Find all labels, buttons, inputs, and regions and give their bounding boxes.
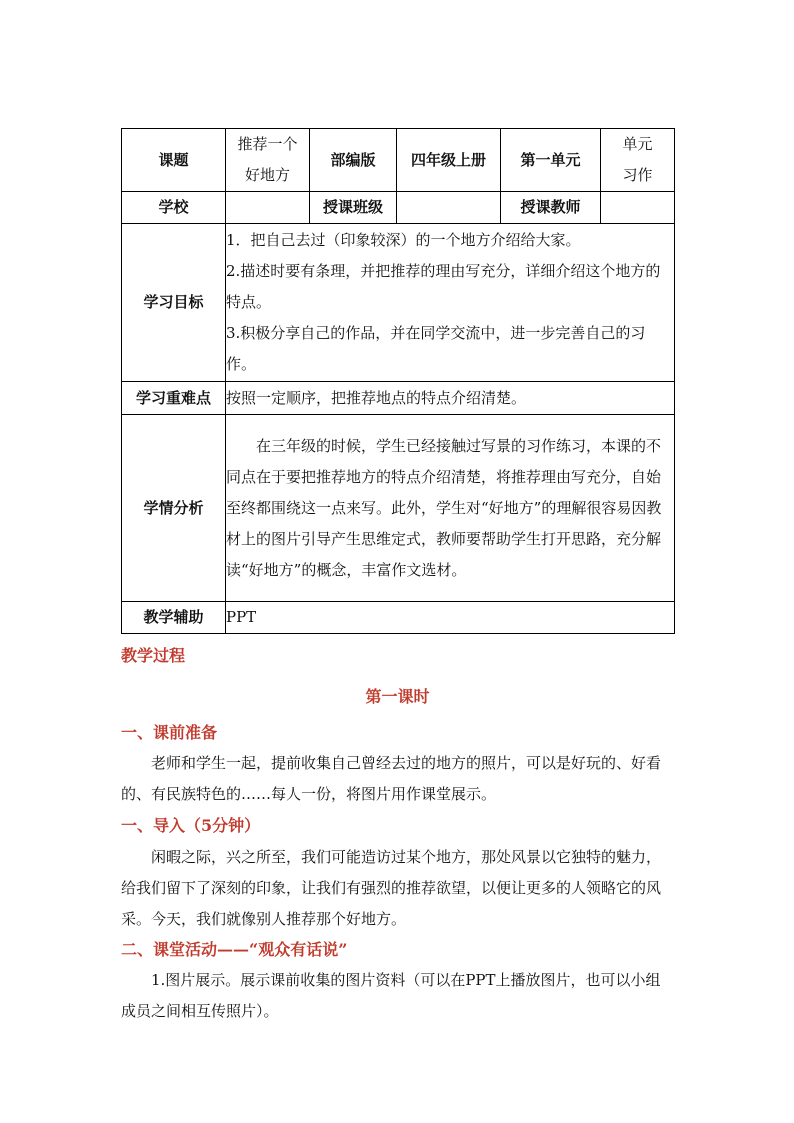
analysis-content — [226, 415, 675, 602]
class-value — [397, 192, 501, 224]
goals-content — [226, 224, 675, 382]
lesson-title: 第一课时 — [365, 687, 430, 706]
goal-item: 2.描述时要有条理，并把推荐的理由写充分，详细介绍这个地方的特点。 — [226, 262, 661, 311]
goals-label: 学习目标 — [122, 224, 226, 382]
table-row — [122, 224, 675, 382]
teacher-label: 授课教师 — [501, 192, 601, 224]
lesson-type-line-1: 单元 — [622, 135, 653, 153]
section-text: 1.图片展示。展示课前收集的图片资料（可以在PPT上播放图片，也可以小组成员之间相互传照片）。 — [121, 971, 661, 1020]
unit-value: 第一单元 — [501, 129, 601, 192]
teacher-value — [601, 192, 675, 224]
school-label: 学校 — [122, 192, 226, 224]
table-row — [122, 602, 675, 634]
section-text: 闲暇之际，兴之所至，我们可能造访过某个地方，那处风景以它独特的魅力，给我们留下了深刻的印象，让我们有强烈的推荐欲望，以便让更多的人领略它的风采。今天，我们就像别人推荐那个好地方。 — [121, 848, 662, 928]
aids-label: 教学辅助 — [122, 602, 226, 634]
table-row — [122, 415, 675, 602]
school-value — [226, 192, 310, 224]
grade-value: 四年级上册 — [397, 129, 501, 192]
topic-value — [226, 129, 310, 192]
analysis-label: 学情分析 — [122, 415, 226, 602]
key-points-value: 按照一定顺序，把推荐地点的特点介绍清楚。 — [226, 382, 675, 415]
table-row — [122, 382, 675, 415]
key-points-label: 学习重难点 — [122, 382, 226, 415]
lesson-info-table — [121, 128, 675, 634]
section-heading: 一、导入（5分钟） — [121, 816, 261, 835]
section-heading: 一、课前准备 — [121, 723, 218, 742]
lesson-type-value — [601, 129, 675, 192]
topic-line-2: 好地方 — [244, 166, 290, 184]
section-heading: 二、课堂活动——“观众有话说” — [121, 940, 348, 959]
section-text: 老师和学生一起，提前收集自己曾经去过的地方的照片，可以是好玩的、好看的、有民族特色的……每人一份，将图片用作课堂展示。 — [121, 754, 662, 803]
goal-item: 1．把自己去过（印象较深）的一个地方介绍给大家。 — [226, 231, 581, 249]
process-heading: 教学过程 — [121, 646, 186, 665]
topic-line-1: 推荐一个 — [237, 135, 298, 153]
aids-value: PPT — [226, 602, 675, 634]
analysis-text: 在三年级的时候，学生已经接触过写景的习作练习，本课的不同点在于要把推荐地方的特点介绍清楚，将推荐理由写充分，自始至终都围绕这一点来写。此外，学生对“好地方”的理解很容易因教材上的图片引导产生思维定式，教师要帮助学生打开思路，充分解读“好地方”的概念，丰富作文选材。 — [226, 436, 662, 579]
goal-item: 3.积极分享自己的作品，并在同学交流中，进一步完善自己的习作。 — [226, 324, 646, 373]
class-label: 授课班级 — [310, 192, 397, 224]
edition-value: 部编版 — [310, 129, 397, 192]
table-row — [122, 192, 675, 224]
topic-label: 课题 — [122, 129, 226, 192]
table-row — [122, 129, 675, 192]
lesson-type-line-2: 习作 — [622, 166, 653, 184]
